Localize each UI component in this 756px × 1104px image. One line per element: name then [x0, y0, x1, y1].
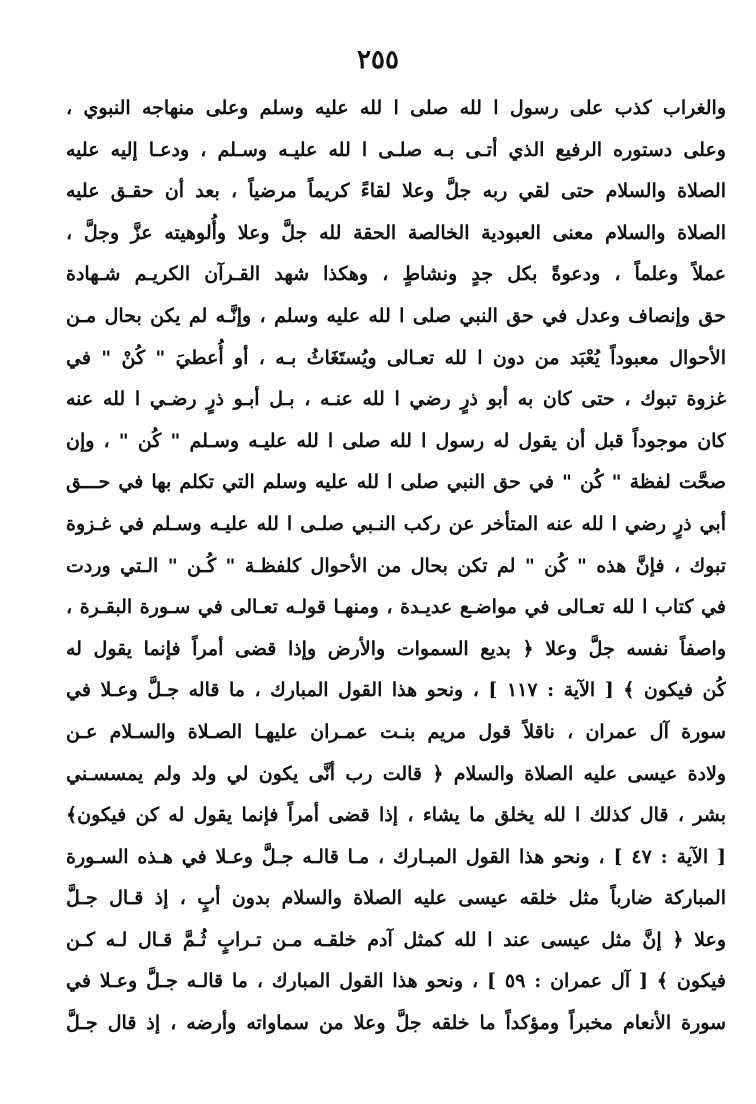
text-line: أبي ذرٍ رضي ا لله عنه المتأخر عن ركب النـبي صلـى ا لله عليـه وسـلم في غـزوة — [66, 512, 726, 535]
text-line: كُن فيكون ﴾ [ الآية : ١١٧ ] ، ونحو هذا القول المبارك ، ما قاله جـلَّ وعـلا في — [66, 679, 726, 702]
text-line: وعلى دستوره الرفيع الذي أتـى بـه صلـى ا لله عليـه وسـلم ، ودعـا إليه عليه — [66, 138, 726, 161]
text-line: الصلاة والسلام حتى لقي ربه جلَّ وعلا لقاءً كريماً مرضياً ، بعد أن حقـق عليه — [66, 180, 726, 203]
text-line: كان موجوداً قبل أن يقول له رسول ا لله صلى ا لله عليـه وسـلم " كُن " ، وإن — [66, 429, 726, 452]
text-line: المباركة ضارباً مثل خلقه عيسى عليه الصلاة والسلام بدون أبٍ ، إذ قـال جـلَّ — [66, 887, 726, 910]
text-line: في كتاب ا لله تعـالى في مواضـع عديـدة ، ومنهـا قولـه تعـالى في سـورة البقـرة ، — [66, 596, 726, 619]
text-line: سورة آل عمران ، ناقلاً قول مريم بنـت عمـران عليهـا الصـلاة والسـلام عـن — [66, 720, 726, 743]
text-line: صحَّت لفظة " كُن " في حق النبي صلى ا لله عليه وسلم التي تكلم بها في حـــق — [66, 471, 726, 494]
text-line: حق وإنصاف وعدل في حق النبي صلى ا لله عليه وسلم ، وإنَّـه لم يكن بحال مـن — [66, 304, 726, 327]
text-line: وعلا ﴿ إنَّ مثل عيسى عند ا لله كمثل آدم خلقـه مـن تـرابٍ ثُـمَّ قـال لـه كـن — [66, 928, 726, 951]
page-number: ٢٥٥ — [357, 45, 399, 75]
text-line: عملاً وعلماً ، ودعوةً بكل جدٍ ونشاطٍ ، وهكذا شهد القـرآن الكريـم شـهادة — [66, 263, 726, 286]
text-line: سورة الأنعام مخبراً ومؤكداً ما خلقه جلَّ وعلا من سماواته وأرضه ، إذ قال جـلَّ — [66, 1012, 726, 1035]
text-line: الأحوال معبوداً يُعْبَد من دون ا لله تعـالى ويُستَغَاثُ بـه ، أو أُعطيَ " كُنْ " في — [66, 346, 726, 369]
text-line: تبوك ، فإنَّ هذه " كُن " لم تكن بحال من الأحوال كلفظـة " كُـن " الـتي وردت — [66, 554, 726, 577]
body-text — [66, 88, 726, 1045]
text-line: واصفاً نفسه جلَّ وعلا ﴿ بديع السموات والأرض وإذا قضى أمراً فإنما يقول له — [66, 637, 726, 660]
text-line: الصلاة والسلام معنى العبودية الخالصة الحقة لله جلَّ وعلا وأُلوهيته عزَّ وجلَّ ، — [66, 221, 726, 244]
text-line: غزوة تبوك ، حتى كان به أبو ذرٍ رضي ا لله عنـه ، بـل أبـو ذرٍ رضـي ا لله عنه — [66, 388, 726, 411]
text-line: فيكون ﴾ [ آل عمران : ٥٩ ] ، ونحو هذا القول المبارك ، ما قالـه جـلَّ وعـلا في — [66, 970, 726, 993]
text-line: ولادة عيسى عليه الصلاة والسلام ﴿ قالت رب أنَّى يكون لي ولد ولم يمسسـني — [66, 762, 726, 785]
text-line: والغراب كذب على رسول ا لله صلى ا لله عليه وسلم وعلى منهاجه النبوي ، — [66, 97, 726, 119]
text-line: بشر ، قال كذلك ا لله يخلق ما يشاء ، إذا قضى أمراً فإنما يقول له كن فيكون﴾ — [66, 804, 726, 827]
text-line: [ الآية : ٤٧ ] ، ونحو هذا القول المبـارك ، مـا قالـه جـلَّ وعـلا في هـذه السـورة — [66, 845, 726, 868]
